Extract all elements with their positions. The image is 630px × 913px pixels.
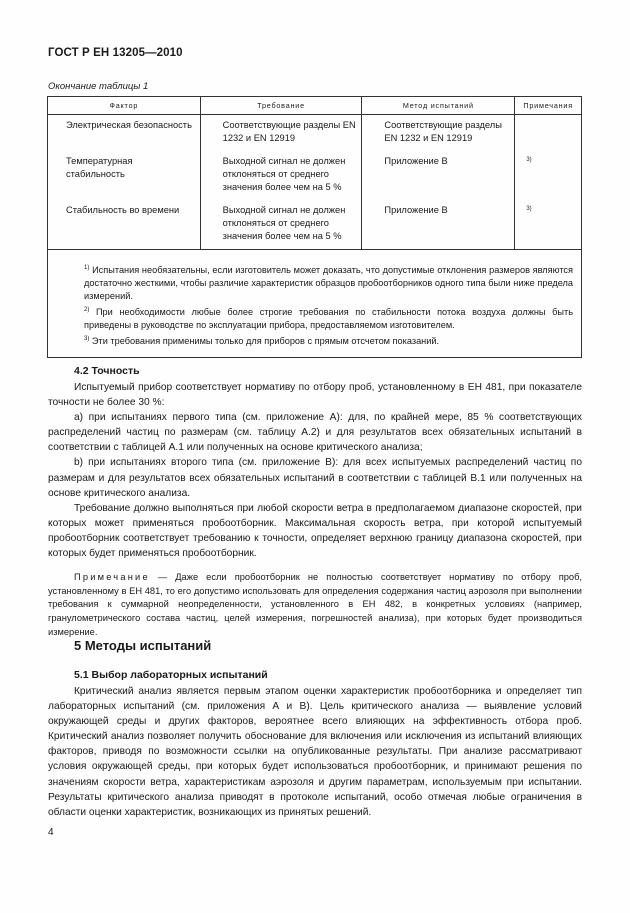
factor-cell: Температурная стабильность	[48, 151, 201, 200]
footnote-1	[84, 262, 573, 303]
footnote-text: При необходимости любые более строгие требования по стабильности потока воздуха должны быть приведены в руководстве по эксплуатации прибора, предоставляемом изготовителем.	[84, 307, 573, 331]
method-cell: Приложение В	[362, 151, 515, 200]
section-5-1-heading: 5.1 Выбор лабораторных испытаний	[74, 669, 268, 681]
requirement-cell: Соответствующие разделы EN 1232 и EN 12919	[200, 115, 362, 152]
method-cell: Приложение В	[362, 200, 515, 250]
note-text: — Даже если пробоотборник не полностью соответствует нормативу по отбору проб, установленному в ЕН 481, то его допустимо использовать для определения содержания частиц аэрозоля при выполнении требования к суммарной неопределенности, установленного в ЕН 482, в конкретных условиях (например, гранулометрического состава частиц, целей измерения, погрешностей анализа), при которых будет производиться измерение.	[48, 572, 582, 637]
note-cell: 3)	[515, 151, 582, 200]
table-row	[48, 151, 582, 200]
page-number: 4	[48, 827, 54, 838]
note-cell	[515, 115, 582, 152]
section-5-heading: 5 Методы испытаний	[74, 638, 212, 653]
footnote-mark: 1)	[84, 265, 90, 271]
footnote-text: Эти требования применимы только для приборов с прямым отсчетом показаний.	[91, 336, 440, 347]
requirement-cell: Выходной сигнал не должен отклоняться от среднего значения более чем на 5 %	[200, 151, 362, 200]
table-caption: Окончание таблицы 1	[48, 81, 149, 92]
table-row	[48, 200, 582, 250]
paragraph: Испытуемый прибор соответствует нормативу по отбору проб, установленному в ЕН 481, при показателе точности не более 30 %:	[48, 382, 582, 409]
note-label: Примечание	[74, 572, 150, 583]
factors-table	[47, 96, 582, 358]
paragraph: Критический анализ является первым этапом оценки характеристик пробоотборника и определяет тип лабораторных испытаний (см. приложения А и В). Цель критического анализа — выявление условий окружающей среды и других факторов, вероятнее всего влияющих на эффективность отбора проб. Критический анализ позволяет получить обоснование для включения или исключения из испытаний влияющих факторов, приводя по возможности ссылки на опубликованные результаты. При анализе рассматривают условия окружающей среды, при которых будет использоваться пробоотборник, и принимают решения по значениям скорости ветра, характеристикам аэрозоля и другим параметрам, используемым при испытании. Результаты критического анализа приводят в протоколе испытаний, особо отмечая любые ограничения в области оценки характеристик, возникающих из принятых решений.	[48, 686, 582, 818]
note-cell: 3)	[515, 200, 582, 250]
paragraph: a) при испытаниях первого типа (см. приложение А): для, по крайней мере, 85 % соответствующих распределений частиц по размерам (см. таблицу А.2) и для результатов всех обязательных испытаний в соответствии с таблицей А.1 или полученных на основе критического анализа;	[48, 412, 582, 454]
section-4-2-body	[48, 380, 582, 639]
footnote-mark: 2)	[84, 307, 90, 314]
factor-cell: Электрическая безопасность	[48, 115, 201, 152]
document-header: ГОСТ Р ЕН 13205—2010	[48, 47, 183, 59]
factor-cell: Стабильность во времени	[48, 200, 201, 250]
method-cell: Соответствующие разделы EN 1232 и EN 12919	[362, 115, 515, 152]
paragraph: Требование должно выполняться при любой скорости ветра в предполагаемом диапазоне скоростей, при которых может применяться пробоотборник. Максимальная скорость ветра, при которой испытуемый пробоотборник соответствует требованию к точности, определяет верхнюю границу диапазона скоростей, при которых будет применяться пробоотборник.	[48, 502, 582, 560]
column-header-factor: Фактор	[48, 97, 201, 115]
requirement-cell: Выходной сигнал не должен отклоняться от среднего значения более чем на 5 %	[200, 200, 362, 250]
note-paragraph	[48, 571, 582, 639]
table-row	[48, 115, 582, 152]
column-header-notes: Примечания	[515, 97, 582, 115]
section-5-1-body	[48, 684, 582, 820]
footnote-2	[84, 304, 573, 332]
section-4-2-heading: 4.2 Точность	[74, 365, 140, 377]
footnote-3	[84, 333, 573, 348]
paragraph: b) при испытаниях второго типа (см. приложение В): для всех испытуемых распределений частиц по размерам и для результатов всех обязательных испытаний в соответствии с таблицей В.1 или полученных на основе критического анализа.	[48, 457, 582, 499]
footnote-text: Испытания необязательны, если изготовитель может доказать, что допустимые отклонения размеров являются достаточно жесткими, чтобы различие характеристик образцов пробоотборников одного типа были ниже предела измерений.	[84, 265, 574, 302]
footnote-mark: 3)	[84, 336, 90, 343]
table-header-row	[48, 97, 582, 115]
table-footnotes	[48, 250, 582, 358]
column-header-method: Метод испытаний	[362, 97, 515, 115]
column-header-requirement: Требование	[200, 97, 362, 115]
